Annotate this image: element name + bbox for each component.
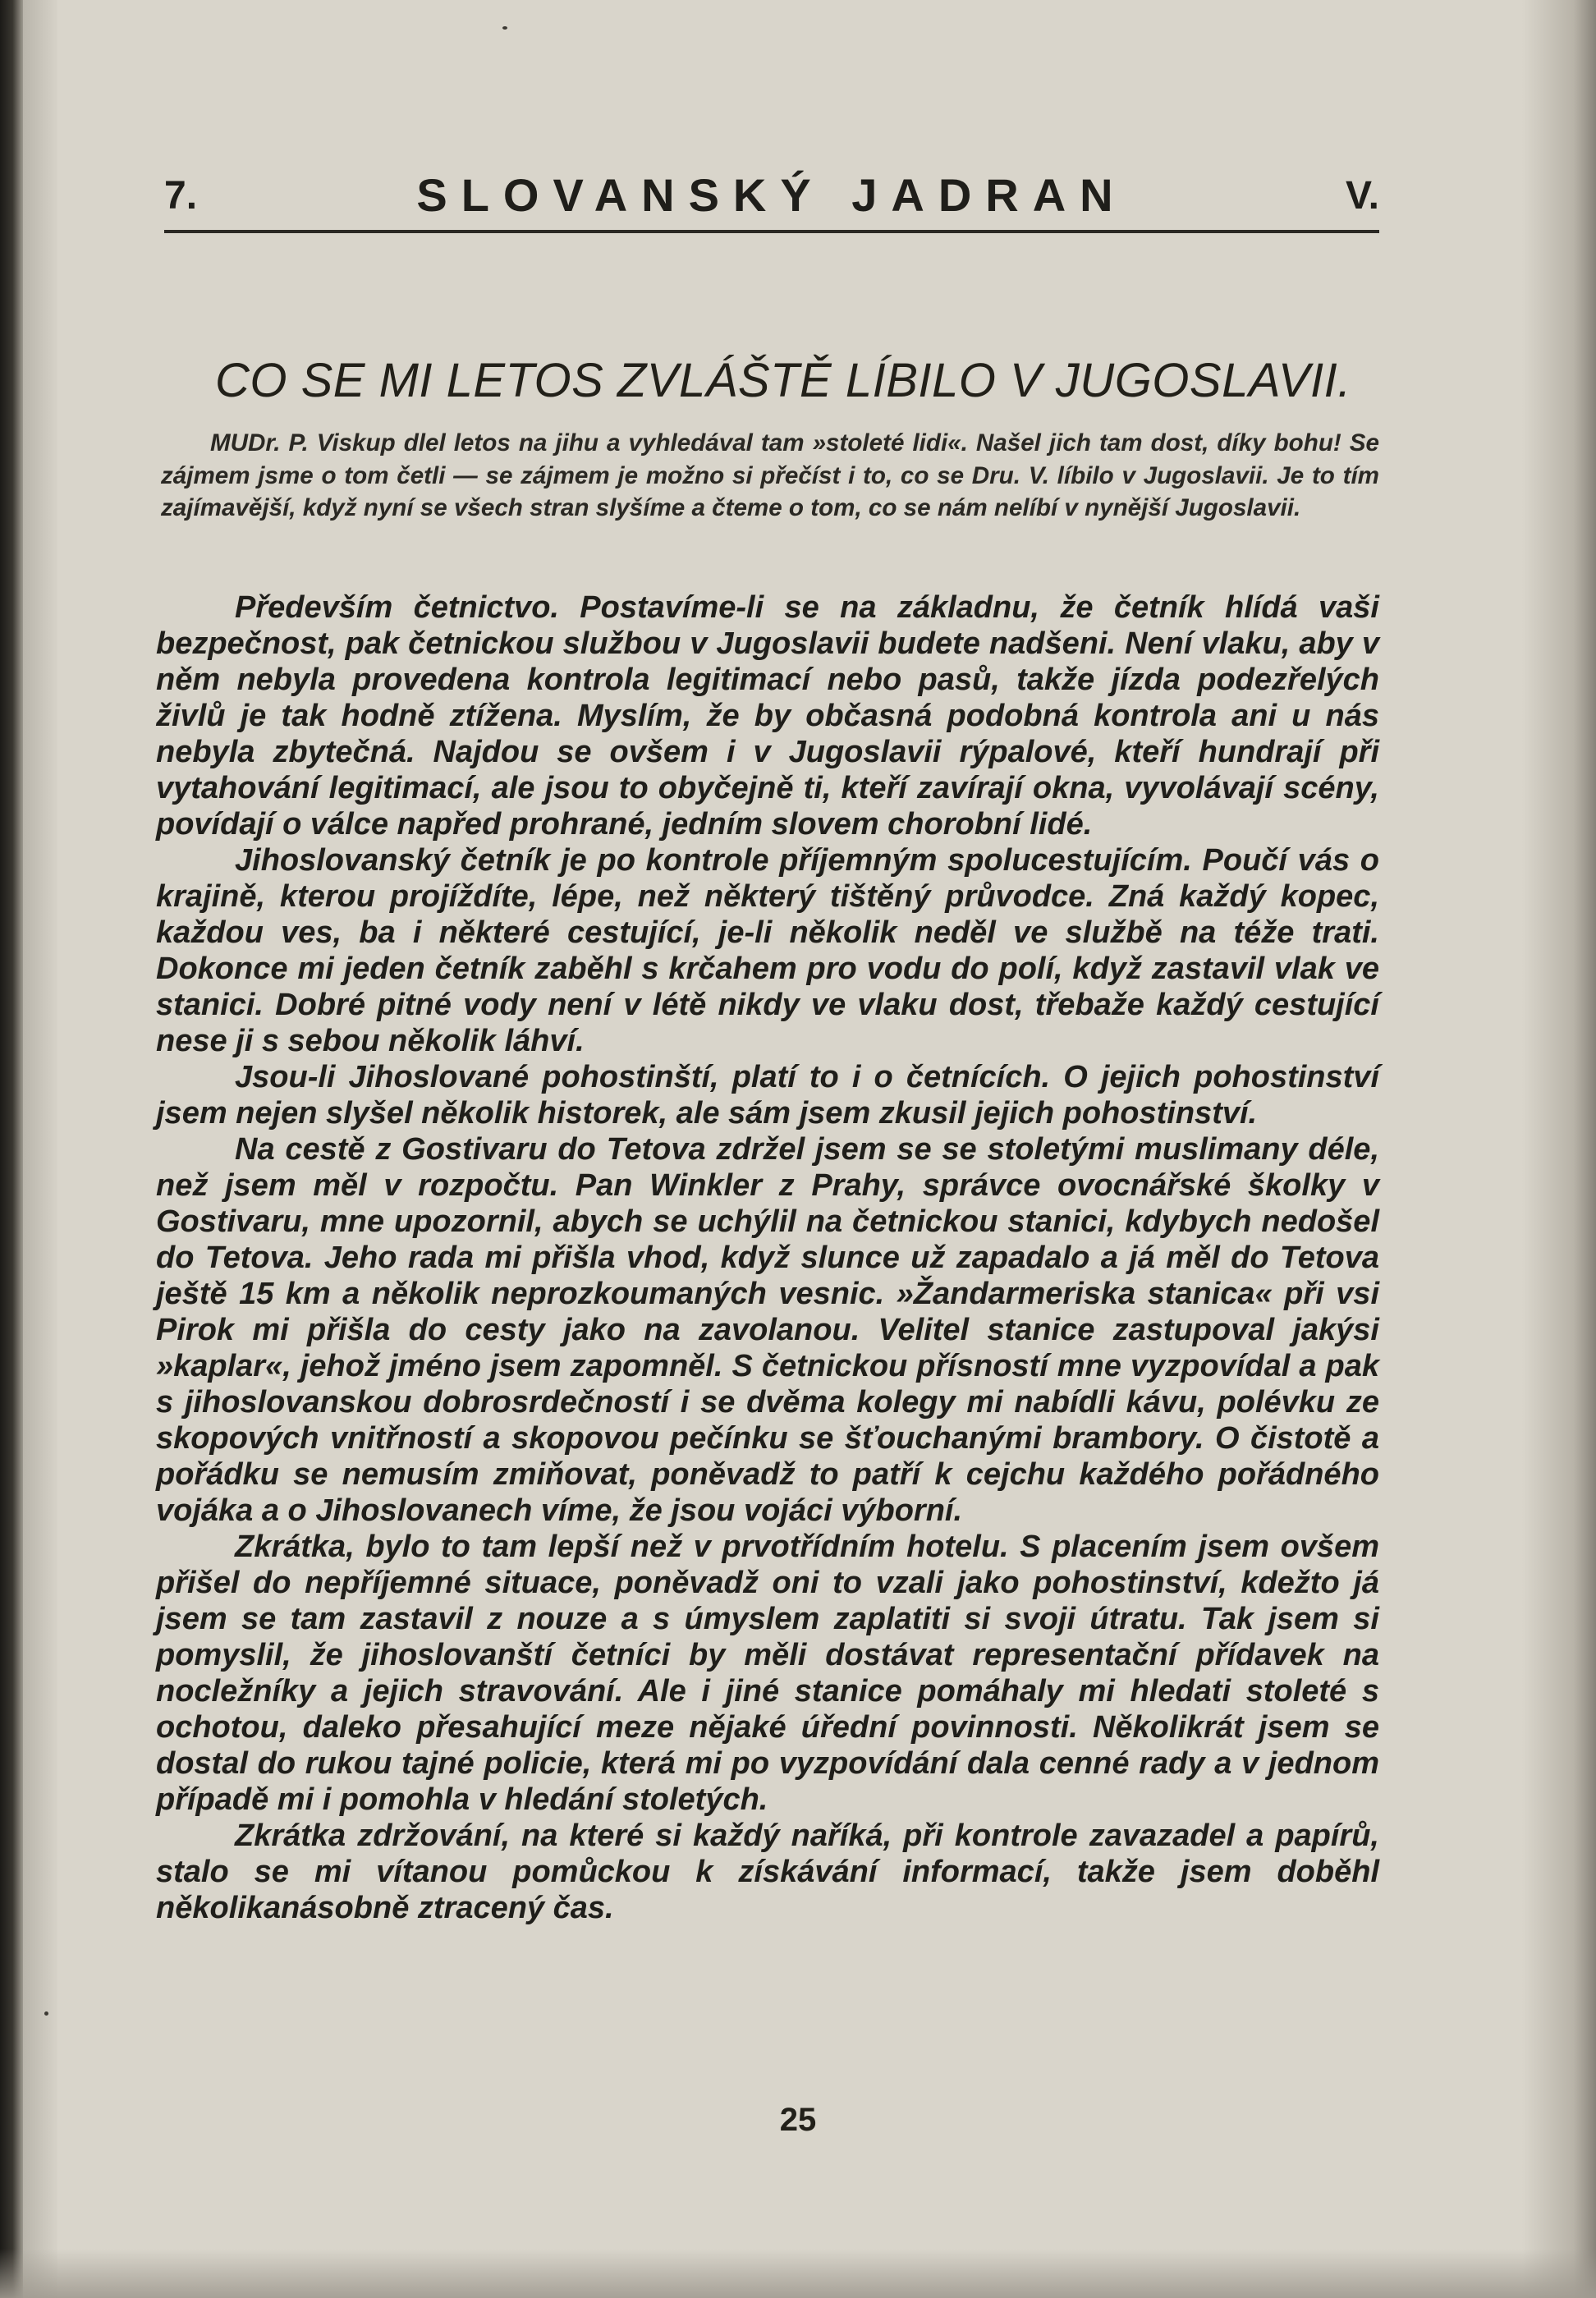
paper-speck: [502, 26, 507, 30]
page-number: 25: [779, 2102, 817, 2138]
journal-title: SLOVANSKÝ JADRAN: [416, 169, 1127, 221]
book-spine-shadow: [0, 0, 23, 2298]
article-body: [156, 589, 1379, 1926]
paragraph: Na cestě z Gostivaru do Tetova zdržel jsem se se stoletými muslimany déle, než jsem měl v rozpočtu. Pan Winkler z Prahy, správce ovocnářské školky v Gostivaru, mne upozornil, abych se uchýlil na četnickou stanici, kdybych nedošel do Tetova. Jeho rada mi přišla vhod, když slunce už zapadalo a já měl do Tetova ještě 15 km a několik neprozkoumaných vesnic. »Žandarmeriska stanica« při vsi Pirok mi přišla do cesty jako na zavolanou. Velitel stanice zastupoval jakýsi »kaplar«, jehož jméno jsem zapomněl. S četnickou přísností mne vyzpovídal a pak s jihoslovanskou dobrosrdečností i se dvěma kolegy mi nabídli kávu, polévku ze skopových vnitřností a skopovou pečínku se šťouchanými brambory. O čistotě a pořádku se nemusím zmiňovat, poněvadž to patří k cejchu každého pořádného vojáka a o Jihoslovanech víme, že jsou vojáci výborní.: [156, 1132, 1379, 1528]
header-rule: [164, 230, 1379, 233]
running-header: [164, 168, 1379, 226]
paragraph: Především četnictvo. Postavíme-li se na základnu, že četník hlídá vaši bezpečnost, pak četnickou službou v Jugoslavii budete nadšeni. Není vlaku, aby v něm nebyla provedena kontrola legitimací nebo pasů, takže jízda podezřelých živlů je tak hodně ztížena. Myslím, že by občasná podobná kontrola ani u nás nebyla zbytečná. Najdou se ovšem i v Jugoslavii rýpalové, kteří hundrají při vytahování legitimací, ale jsou to obyčejně ti, kteří zavírají okna, vyvolávají scény, povídají o válce napřed prohrané, jedním slovem chorobní lidé.: [156, 590, 1379, 842]
header-right-number: V.: [1346, 174, 1379, 218]
header-left-number: 7.: [164, 174, 198, 218]
paragraph: Jihoslovanský četník je po kontrole příjemným spolucestujícím. Poučí vás o krajině, kterou projíždíte, lépe, než některý tištěný průvodce. Zná každý kopec, každou ves, ba i některé cestující, je-li několik neděl ve službě na téže trati. Dokonce mi jeden četník zaběhl s krčahem pro vodu do polí, když zastavil vlak ve stanici. Dobré pitné vody není v létě nikdy ve vlaku dost, třebaže každý cestující nese ji s sebou několik láhví.: [156, 843, 1379, 1058]
page-bottom-shadow: [0, 2249, 1596, 2298]
paragraph: Zkrátka, bylo to tam lepší než v prvotřídním hotelu. S placením jsem ovšem přišel do nepříjemné situace, poněvadž oni to vzali jako pohostinství, kdežto já jsem se tam zastavil z nouze a s úmyslem zaplatiti si svoji útratu. Tak jsem si pomyslil, že jihoslovanští četníci by měli dostávat representační přídavek na nocležníky a jejich stravování. Ale i jiné stanice pomáhaly mi hledati stoleté s ochotou, daleko přesahující meze nějaké úřední povinnosti. Několikrát jsem se dostal do rukou tajné policie, která mi po vyzpovídání dala cenné rady a v jednom případě mi i pomohla v hledání stoletých.: [156, 1530, 1379, 1817]
article-intro: MUDr. P. Viskup dlel letos na jihu a vyhledával tam »stoleté lidi«. Našel jich tam dost, díky bohu! Se zájmem jsme o tom četli — se zájmem je možno si přečíst i to, co se Dru. V. líbilo v Jugoslavii. Je to tím zajímavější, když nyní se všech stran slyšíme a čteme o tom, co se nám nelíbí v nynější Jugoslavii.: [161, 429, 1379, 522]
paragraph: Jsou-li Jihoslované pohostinští, platí to i o četnících. O jejich pohostinství jsem nejen slyšel několik historek, ale sám jsem zkusil jejich pohostinství.: [156, 1060, 1379, 1131]
article-title: CO SE MI LETOS ZVLÁŠTĚ LÍBILO V JUGOSLAVII.: [215, 354, 1351, 407]
paper-speck: [44, 2011, 48, 2016]
page-gutter: [23, 0, 57, 2298]
paragraph: Zkrátka zdržování, na které si každý naříká, při kontrole zavazadel a papírů, stalo se mi vítanou pomůckou k získávání informací, takže jsem doběhl několikanásobně ztracený čas.: [156, 1819, 1379, 1925]
page-edge-shadow: [1522, 0, 1596, 2298]
